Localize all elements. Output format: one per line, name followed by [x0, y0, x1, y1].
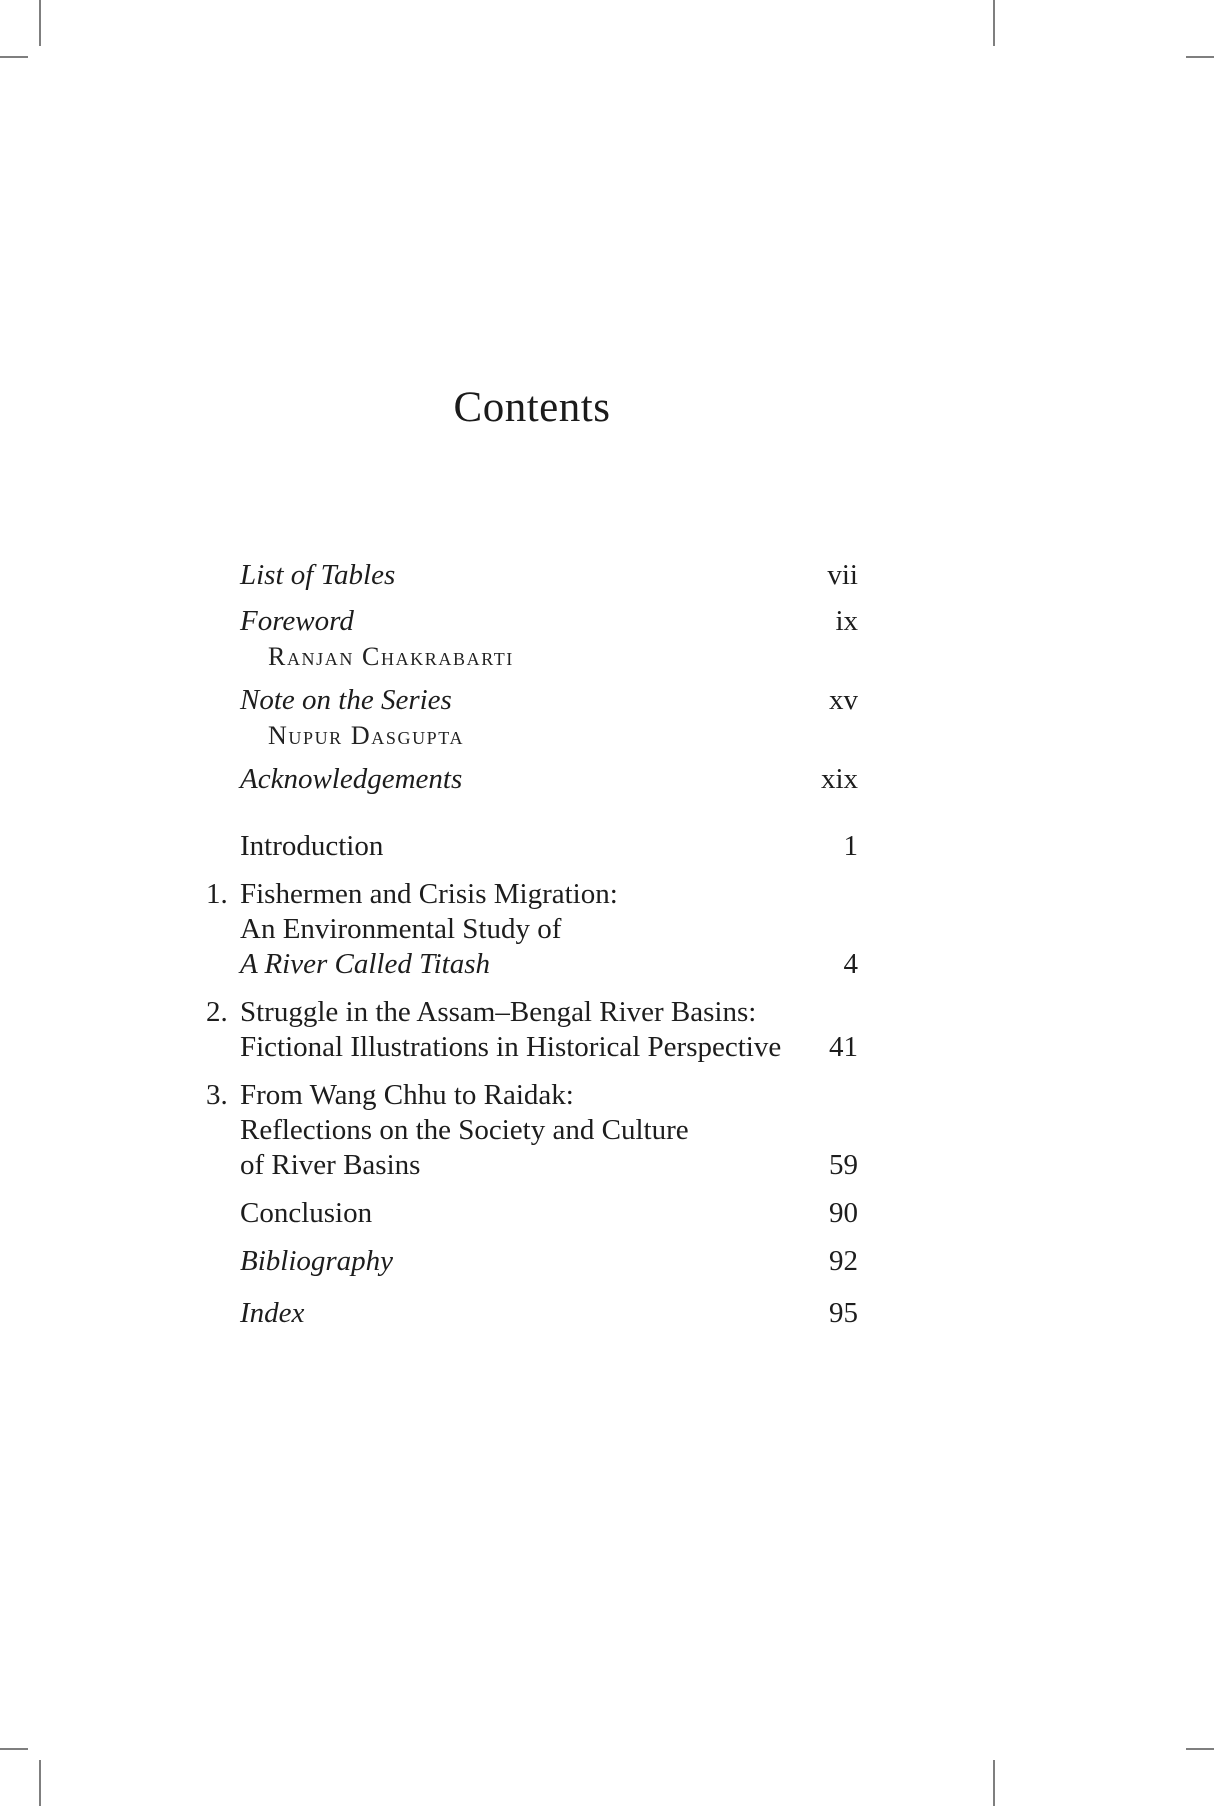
toc-page-number: 90	[829, 1197, 858, 1229]
page-title: Contents	[453, 384, 611, 431]
toc-entry-line: Foreword	[240, 605, 354, 637]
crop-mark-bottom-right-horizontal	[1186, 1748, 1214, 1750]
toc-entry-line: An Environmental Study of	[240, 913, 562, 945]
toc-page-number: 92	[829, 1245, 858, 1277]
toc-entry	[206, 762, 858, 797]
toc-entry-line: Acknowledgements	[240, 763, 463, 795]
toc-entry	[206, 995, 858, 1065]
toc-page-number: xix	[820, 763, 858, 795]
toc-entry-line: Struggle in the Assam–Bengal River Basins:	[240, 996, 757, 1028]
toc-page-number: 4	[843, 948, 858, 980]
toc-entry-line: A River Called Titash	[240, 948, 490, 980]
toc-entry	[206, 1296, 858, 1331]
toc-main-chapters	[206, 829, 858, 1231]
toc-entry	[206, 1078, 858, 1183]
toc-entry-line: From Wang Chhu to Raidak:	[240, 1079, 574, 1111]
crop-mark-top-right-horizontal	[1186, 56, 1214, 58]
toc-entry-author: Nupur Dasgupta	[268, 721, 465, 750]
toc-entry-line: Introduction	[240, 830, 384, 862]
toc-entry	[206, 1244, 858, 1279]
toc-entry-line: Conclusion	[240, 1197, 373, 1229]
toc-entry-line: of River Basins	[240, 1149, 421, 1181]
contents-page	[206, 383, 858, 1348]
crop-mark-bottom-right-vertical	[993, 1760, 995, 1806]
toc-entry-line: Fishermen and Crisis Migration:	[240, 878, 618, 910]
toc-entry	[206, 558, 858, 593]
toc-entry	[206, 683, 858, 751]
toc-entry-line: Index	[240, 1297, 305, 1329]
chapter-number: 2.	[206, 996, 228, 1028]
toc-entry-line: Note on the Series	[240, 684, 452, 716]
toc-page-number: xv	[829, 684, 858, 716]
crop-mark-bottom-left-horizontal	[0, 1748, 28, 1750]
toc-back-matter	[206, 1244, 858, 1331]
toc-entry-line: Fictional Illustrations in Historical Perspective	[240, 1031, 782, 1063]
crop-mark-top-left-vertical	[39, 0, 41, 46]
toc-entry	[206, 829, 858, 864]
toc-page-number: 41	[829, 1031, 858, 1063]
toc-entry-line: Bibliography	[240, 1245, 394, 1277]
crop-mark-bottom-left-vertical	[39, 1760, 41, 1806]
toc-entry	[206, 877, 858, 982]
crop-mark-top-left-horizontal	[0, 56, 28, 58]
toc-page-number: vii	[827, 559, 858, 591]
chapter-number: 1.	[206, 878, 228, 910]
toc-entry	[206, 604, 858, 672]
toc-page-number: 1	[843, 830, 858, 862]
chapter-number: 3.	[206, 1079, 228, 1111]
toc-entry	[206, 1196, 858, 1231]
toc-entry-line: List of Tables	[240, 559, 396, 591]
toc-front-matter	[206, 558, 858, 797]
toc-page-number: ix	[835, 605, 858, 637]
crop-mark-top-right-vertical	[993, 0, 995, 46]
toc-entry-line: Reflections on the Society and Culture	[240, 1114, 689, 1146]
toc-entry-author: Ranjan Chakrabarti	[268, 642, 514, 671]
toc-page-number: 59	[829, 1149, 858, 1181]
toc-page-number: 95	[829, 1297, 858, 1329]
